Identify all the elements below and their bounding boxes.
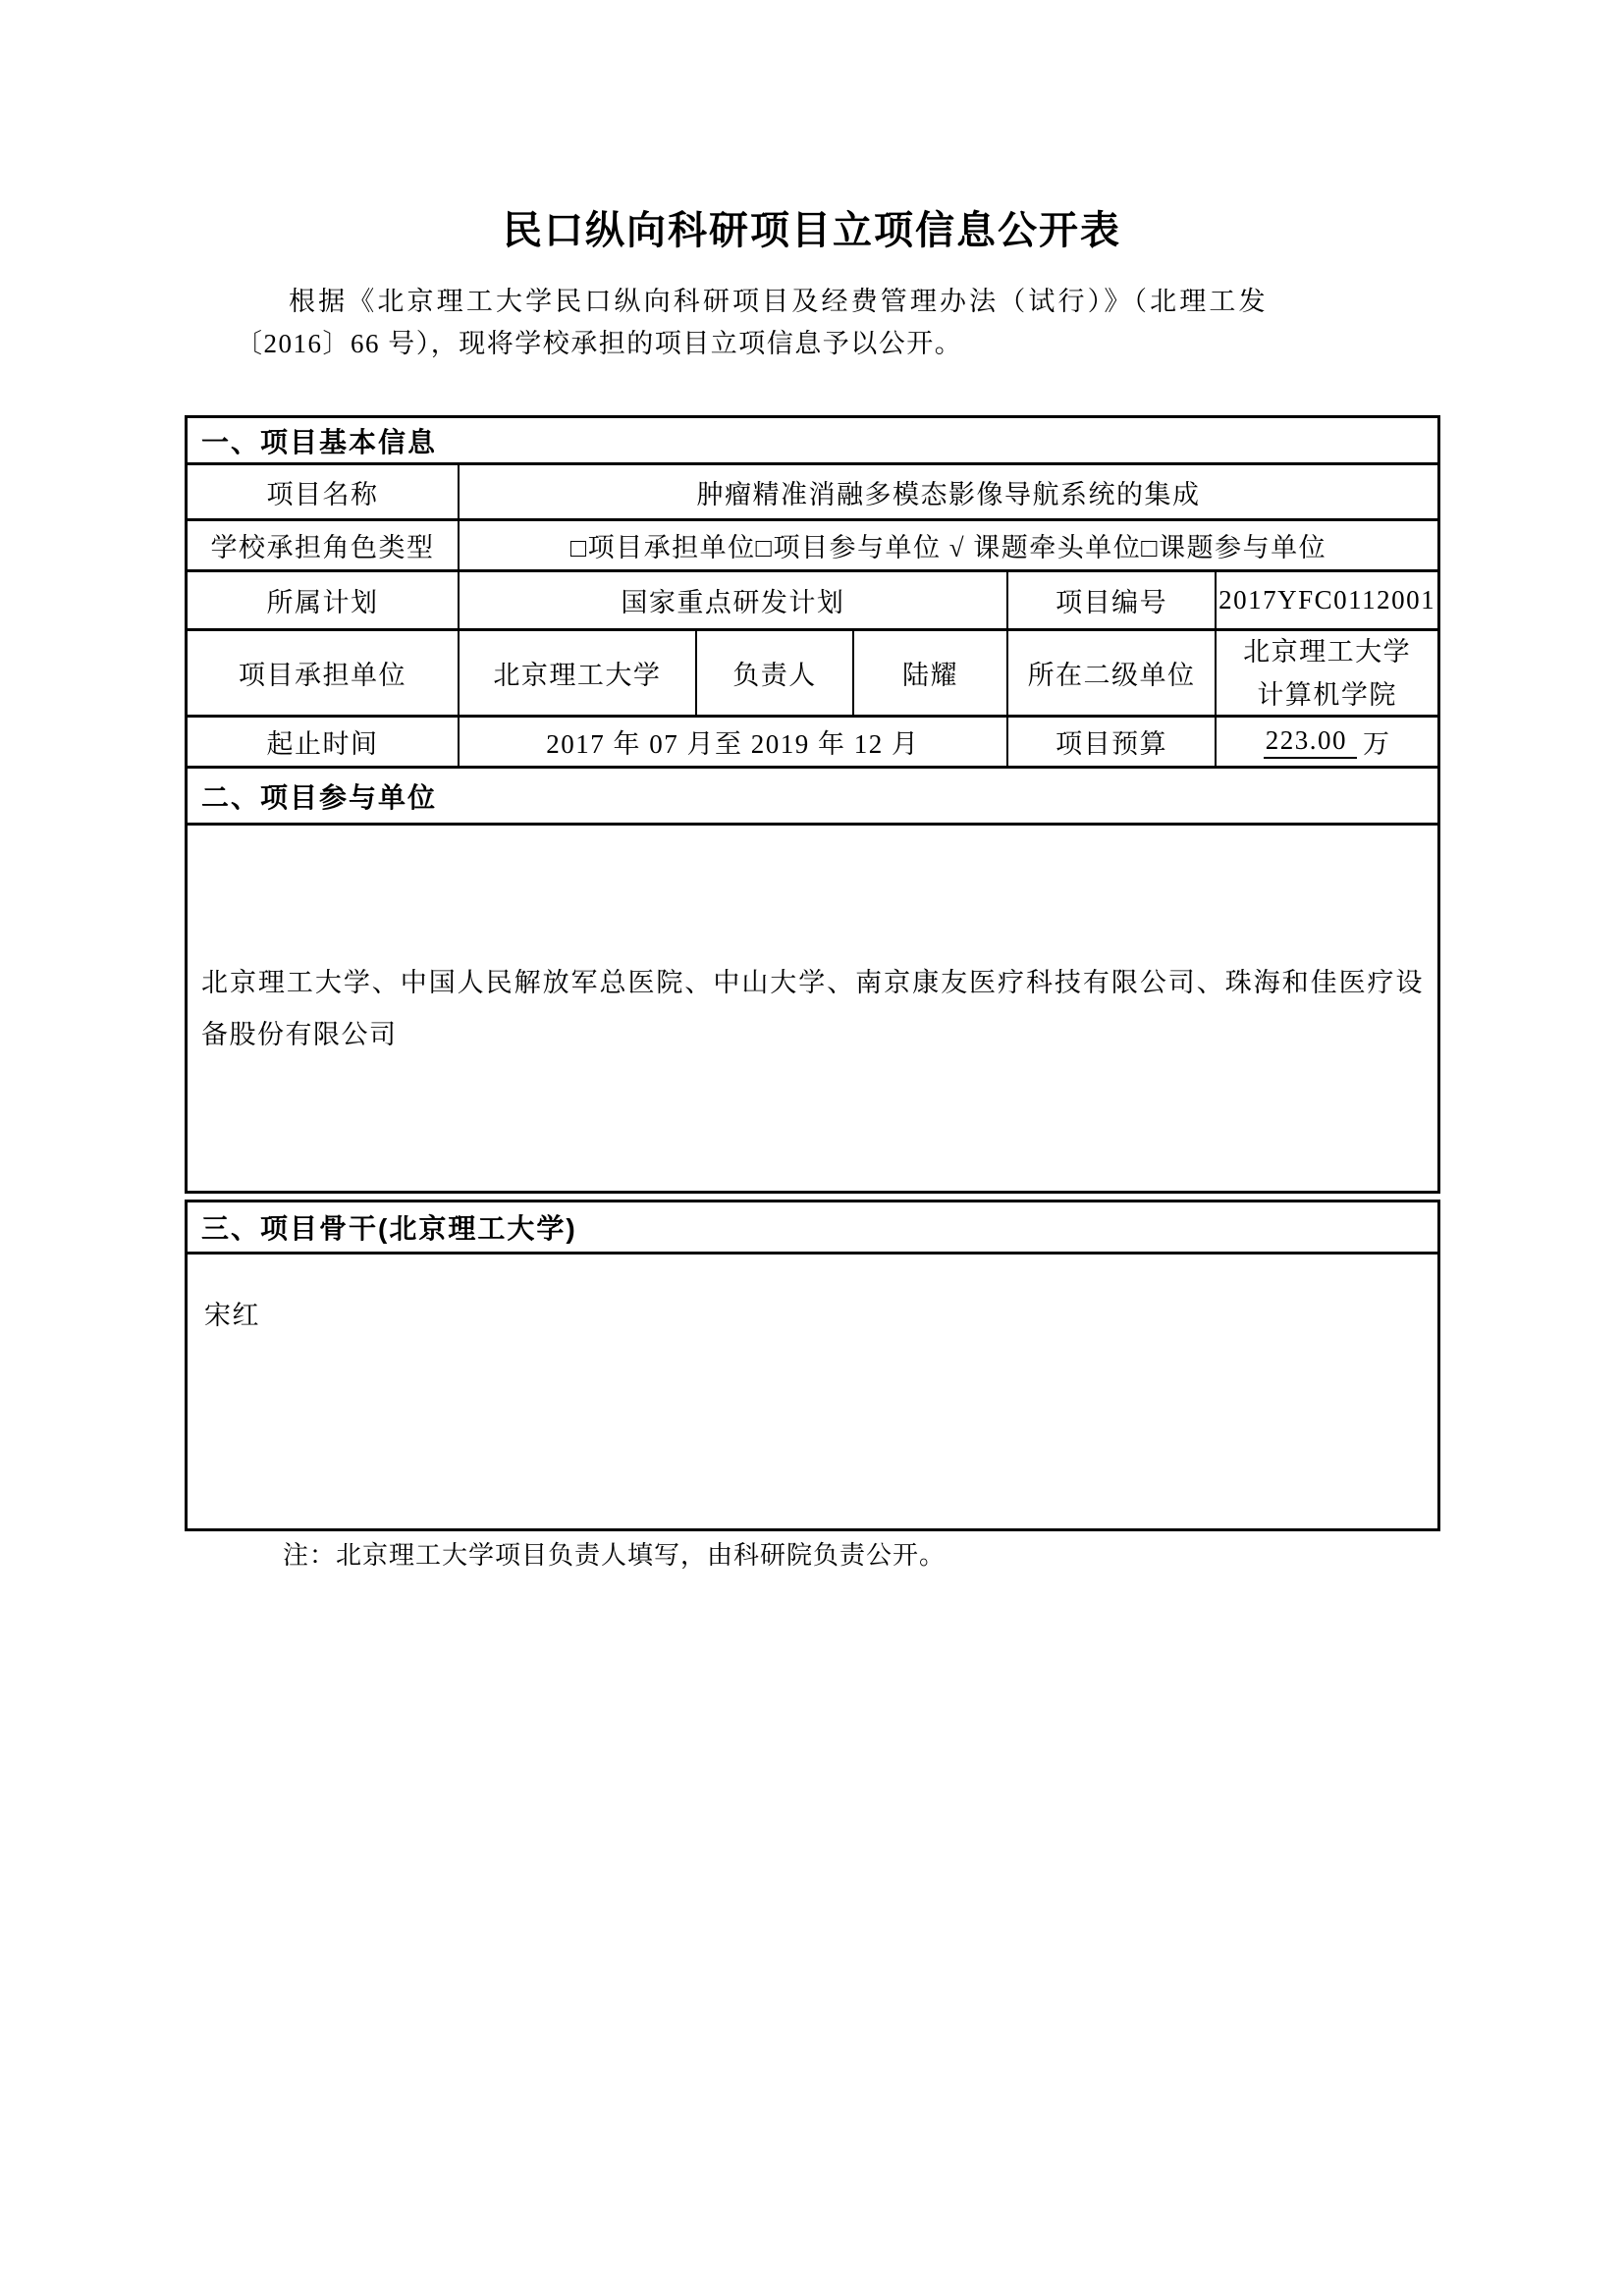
row-plan <box>188 569 1437 628</box>
budget-unit: 万 <box>1363 729 1391 759</box>
secondary-unit-value <box>1215 631 1437 715</box>
row-role-type <box>188 518 1437 569</box>
basic-info-table <box>185 415 1440 1194</box>
backbone-table <box>185 1200 1440 1531</box>
secondary-unit-value-line1: 北京理工大学 <box>1243 636 1412 667</box>
row-undertaker <box>188 628 1437 715</box>
duration-value: 2017 年 07 月至 2019 年 12 月 <box>458 718 1006 766</box>
document-title: 民口纵向科研项目立项信息公开表 <box>503 209 1121 252</box>
plan-value: 国家重点研发计划 <box>458 572 1006 628</box>
project-name-label: 项目名称 <box>266 479 379 509</box>
footer-note: 注：北京理工大学项目负责人填写，由科研院负责公开。 <box>283 1541 947 1570</box>
budget-label: 项目预算 <box>1006 718 1216 766</box>
row-participants <box>188 823 1437 1191</box>
backbone-value: 宋红 <box>204 1301 260 1330</box>
budget-value-cell <box>1215 718 1437 766</box>
leader-value: 陆耀 <box>852 631 1006 715</box>
participants-value: 北京理工大学、中国人民解放军总医院、中山大学、南京康友医疗科技有限公司、珠海和佳医疗设备股份有限公司 <box>201 968 1424 1049</box>
row-project-name <box>188 462 1437 518</box>
row-duration <box>188 715 1437 766</box>
section3-heading: 三、项目骨干(北京理工大学) <box>201 1213 577 1244</box>
duration-label: 起止时间 <box>266 729 379 759</box>
project-name-value: 肿瘤精准消融多模态影像导航系统的集成 <box>458 465 1437 518</box>
section2-heading: 二、项目参与单位 <box>188 766 1437 823</box>
intro-paragraph: 根据《北京理工大学民口纵向科研项目及经费管理办法（试行）》（北理工发〔2016〕66 号），现将学校承担的项目立项信息予以公开。 <box>236 287 1267 358</box>
undertaker-value: 北京理工大学 <box>458 631 695 715</box>
section1-heading: 一、项目基本信息 <box>201 426 438 457</box>
secondary-unit-label: 所在二级单位 <box>1006 631 1216 715</box>
budget-value: 223.00 <box>1264 725 1357 759</box>
row-backbone <box>188 1252 1437 1528</box>
plan-label: 所属计划 <box>266 588 379 617</box>
project-code-label: 项目编号 <box>1006 572 1216 628</box>
secondary-unit-value-line2: 计算机学院 <box>1257 679 1397 710</box>
role-type-checkbox-value: □项目承担单位□项目参与单位 √ 课题牵头单位□课题参与单位 <box>458 521 1437 569</box>
project-code-value: 2017YFC0112001 <box>1215 572 1437 628</box>
role-type-label: 学校承担角色类型 <box>210 533 435 562</box>
leader-label: 负责人 <box>695 631 852 715</box>
undertaker-label: 项目承担单位 <box>238 661 406 690</box>
